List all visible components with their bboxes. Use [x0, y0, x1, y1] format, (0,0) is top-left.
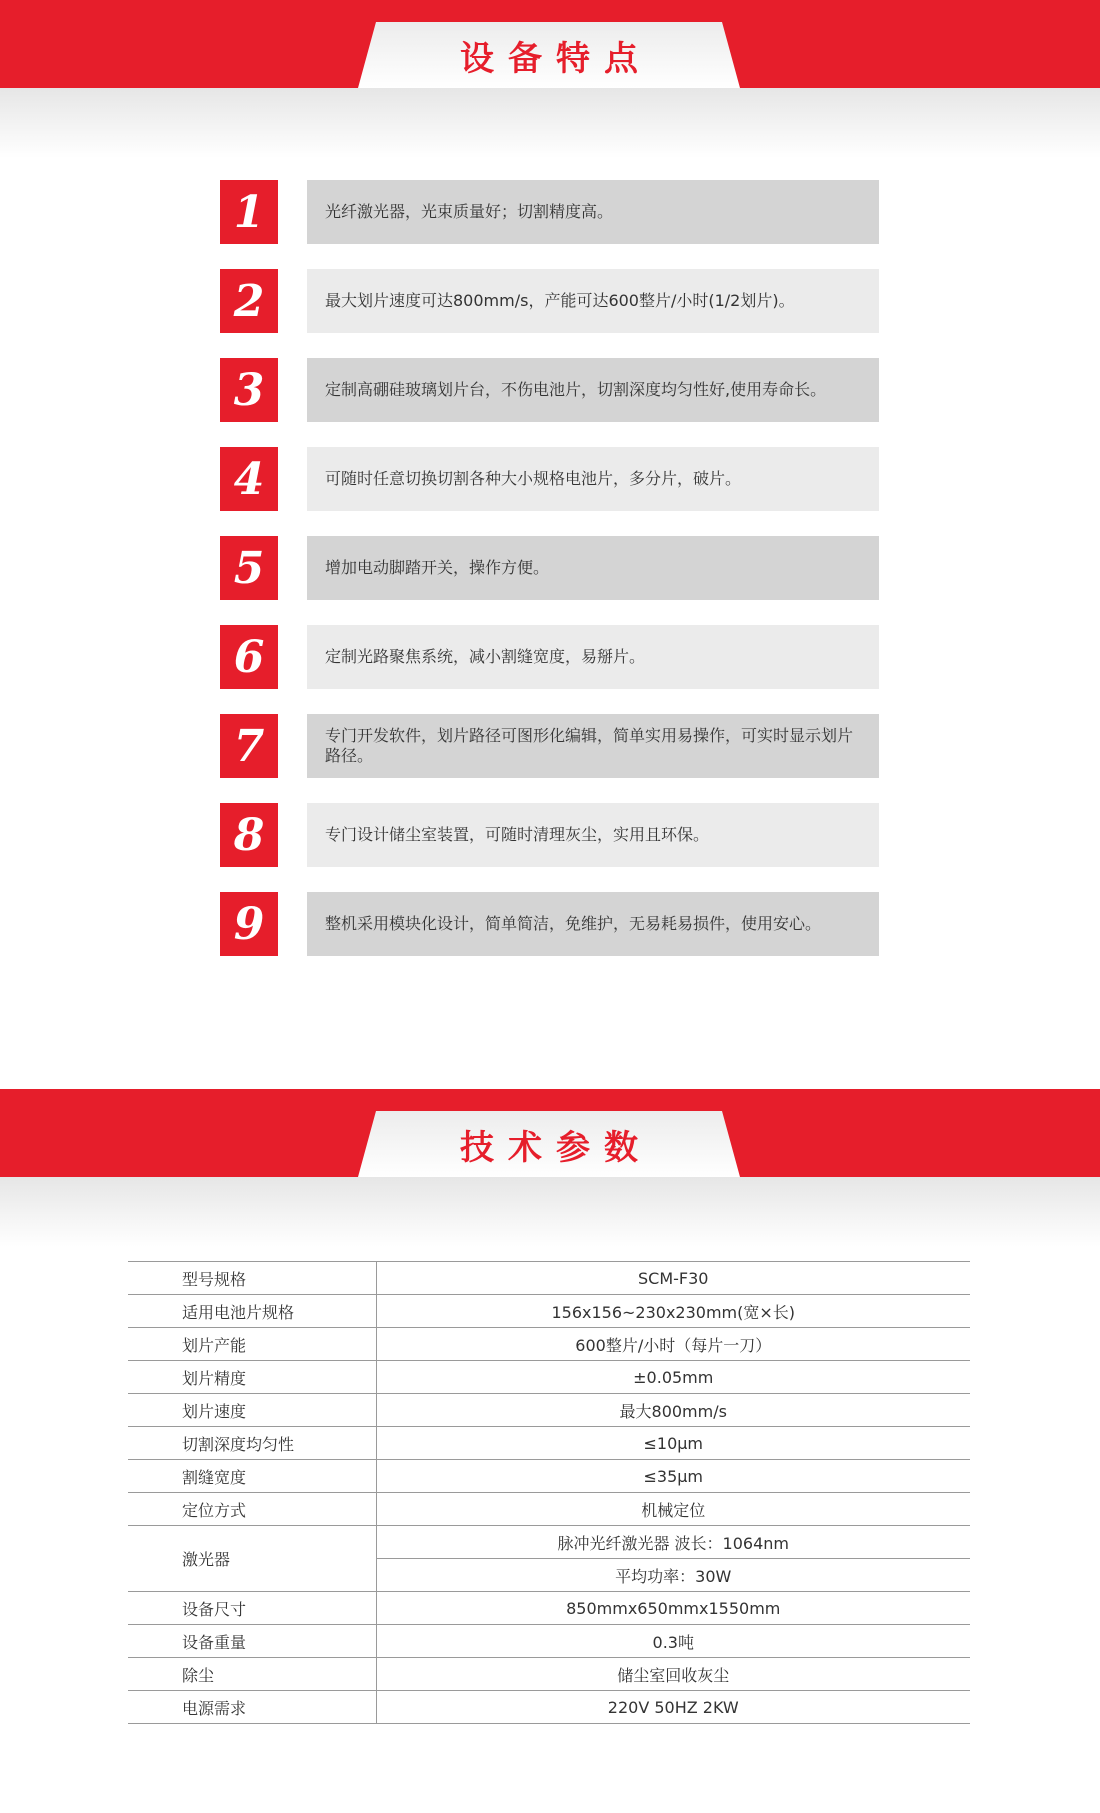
feature-number: 3	[220, 358, 278, 422]
feature-item	[220, 625, 880, 689]
feature-number: 1	[220, 180, 278, 244]
table-row	[128, 1427, 970, 1460]
spec-label: 电源需求	[128, 1691, 376, 1724]
table-row	[128, 1658, 970, 1691]
feature-item	[220, 892, 880, 956]
feature-number: 4	[220, 447, 278, 511]
table-row	[128, 1526, 970, 1559]
spec-label: 划片速度	[128, 1394, 376, 1427]
spec-label: 割缝宽度	[128, 1460, 376, 1493]
features-list	[220, 180, 880, 981]
table-row	[128, 1460, 970, 1493]
specs-title: 技术参数	[460, 1127, 652, 1168]
feature-number: 9	[220, 892, 278, 956]
feature-item	[220, 803, 880, 867]
feature-item	[220, 447, 880, 511]
spec-value: SCM-F30	[376, 1262, 970, 1295]
feature-number: 8	[220, 803, 278, 867]
feature-item	[220, 536, 880, 600]
table-row	[128, 1394, 970, 1427]
feature-text: 增加电动脚踏开关，操作方便。	[307, 536, 879, 600]
spec-value: 220V 50HZ 2KW	[376, 1691, 970, 1724]
spec-label: 划片产能	[128, 1328, 376, 1361]
header-shade	[0, 88, 1100, 158]
spec-value: 平均功率：30W	[376, 1559, 970, 1592]
table-row	[128, 1361, 970, 1394]
features-title: 设备特点	[460, 38, 652, 79]
feature-text: 整机采用模块化设计，简单简洁，免维护，无易耗易损件，使用安心。	[307, 892, 879, 956]
table-row	[128, 1295, 970, 1328]
table-row	[128, 1625, 970, 1658]
specs-table	[128, 1261, 970, 1724]
spec-label: 设备尺寸	[128, 1592, 376, 1625]
spec-value: 机械定位	[376, 1493, 970, 1526]
feature-text: 专门设计储尘室装置，可随时清理灰尘，实用且环保。	[307, 803, 879, 867]
spec-label: 型号规格	[128, 1262, 376, 1295]
spec-label: 设备重量	[128, 1625, 376, 1658]
feature-item	[220, 714, 880, 778]
spec-value: 最大800mm/s	[376, 1394, 970, 1427]
spec-label: 定位方式	[128, 1493, 376, 1526]
feature-text: 定制光路聚焦系统，减小割缝宽度，易掰片。	[307, 625, 879, 689]
table-row	[128, 1493, 970, 1526]
feature-text: 专门开发软件，划片路径可图形化编辑，简单实用易操作，可实时显示划片路径。	[307, 714, 879, 778]
spec-value: 脉冲光纤激光器 波长：1064nm	[376, 1526, 970, 1559]
table-row	[128, 1592, 970, 1625]
feature-number: 7	[220, 714, 278, 778]
spec-value: ≤10μm	[376, 1427, 970, 1460]
feature-number: 2	[220, 269, 278, 333]
feature-item	[220, 358, 880, 422]
table-row	[128, 1691, 970, 1724]
spec-label: 划片精度	[128, 1361, 376, 1394]
spec-value: ±0.05mm	[376, 1361, 970, 1394]
feature-text: 可随时任意切换切割各种大小规格电池片，多分片，破片。	[307, 447, 879, 511]
feature-item	[220, 180, 880, 244]
feature-number: 6	[220, 625, 278, 689]
spec-label: 切割深度均匀性	[128, 1427, 376, 1460]
spec-value: 850mmx650mmx1550mm	[376, 1592, 970, 1625]
specs-header	[0, 1089, 1100, 1177]
header-shade	[0, 1177, 1100, 1247]
features-header	[0, 0, 1100, 88]
spec-label: 适用电池片规格	[128, 1295, 376, 1328]
spec-value: 156x156~230x230mm(宽×长)	[376, 1295, 970, 1328]
spec-label: 激光器	[128, 1526, 376, 1592]
feature-item	[220, 269, 880, 333]
feature-number: 5	[220, 536, 278, 600]
spec-value: 600整片/小时（每片一刀）	[376, 1328, 970, 1361]
feature-text: 光纤激光器，光束质量好；切割精度高。	[307, 180, 879, 244]
spec-label: 除尘	[128, 1658, 376, 1691]
feature-text: 定制高硼硅玻璃划片台，不伤电池片，切割深度均匀性好,使用寿命长。	[307, 358, 879, 422]
spec-value: 储尘室回收灰尘	[376, 1658, 970, 1691]
table-row	[128, 1262, 970, 1295]
spec-value: 0.3吨	[376, 1625, 970, 1658]
feature-text: 最大划片速度可达800mm/s，产能可达600整片/小时(1/2划片)。	[307, 269, 879, 333]
spec-value: ≤35μm	[376, 1460, 970, 1493]
table-row	[128, 1328, 970, 1361]
